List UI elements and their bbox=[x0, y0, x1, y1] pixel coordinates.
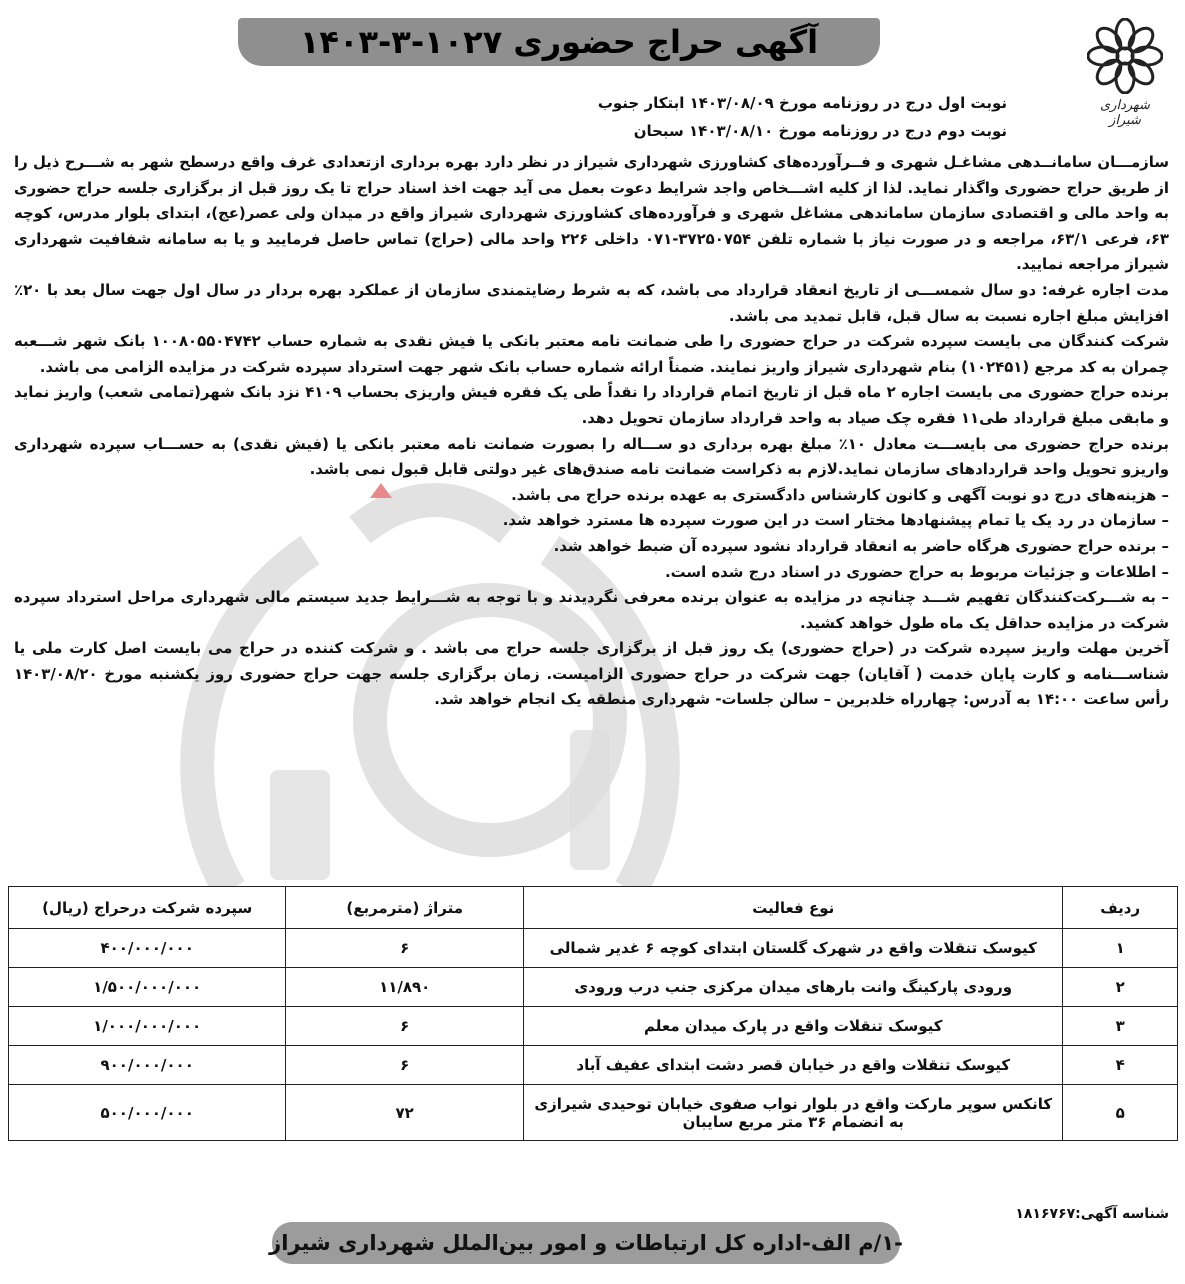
condition-rejection: – سازمان در رد یک یا تمام پیشنهادها مختار است در این صورت سپرده ها مسترد خواهد شد. bbox=[502, 511, 1169, 530]
condition-costs: – هزینه‌های درج دو نوبت آگهی و کانون کارشناس دادگستری به عهده برنده حراج می باشد. bbox=[511, 485, 1169, 504]
cell-activity: ورودی پارکینگ وانت بارهای میدان مرکزی جنب درب ورودی bbox=[524, 968, 1063, 1007]
ad-identifier: شناسه آگهی:۱۸۱۶۷۶۷ bbox=[1015, 1206, 1169, 1222]
cell-area: ۶ bbox=[286, 1007, 524, 1046]
paragraph-intro: سازمـــان سامانــدهی مشاغـل شهری و فــرآورده‌های کشاورزی شهرداری شیراز در نظر دارد بهره برداری ازتعدادی غرف واقع درسطح شهر به شـــرح ذیل را از طریق حراج حضوری واگذار نماید. لذا از کلیه اشـــخاص واجد شرایط دعوت بعمل می آید جهت اخذ اسناد حراج تا یک روز قبل از برگزاری جلسه حراج حضوری به واحد مالی و اقتصادی سازمان ساماندهی مشاغل شهری و فرآورده‌های کشاورزی شهرداری شیراز واقع در میدان ولی عصر(عج)، ابتدای بلوار مدرس، کوچه ۶۳، فرعی ۶۳/۱، مراجعه و در صورت نیاز با شماره تلفن ۳۷۲۵۰۷۵۴-۰۷۱ داخلی ۲۲۶ واحد مالی (حراج) تماس حاصل فرمایید و یا به سامانه شفافیت شهرداری شیراز مراجعه نمایید. bbox=[14, 153, 1170, 274]
header-activity: نوع فعالیت bbox=[524, 887, 1063, 929]
paragraph-deposit: شرکت کنندگان می بایست سپرده شرکت در حراج حضوری را طی ضمانت نامه معتبر بانکی یا فیش نقدی به شماره حساب ۱۰۰۸۰۵۵۰۴۷۴۲ بانک شهر شـــعبه چمران به کد مرجع (۱۰۲۴۵۱) بنام شهرداری شیراز واریز نمایند. ضمناً ارائه شماره حساب بانک شهر جهت استرداد سپرده شرکت در مزایده الزامی می باشد. bbox=[14, 332, 1169, 376]
cell-row-number: ۵ bbox=[1063, 1085, 1178, 1141]
table-row bbox=[9, 1046, 1178, 1085]
cell-row-number: ۱ bbox=[1063, 929, 1178, 968]
logo-caption: شهرداری شیراز bbox=[1100, 98, 1150, 128]
header-area: متراژ (مترمربع) bbox=[286, 887, 524, 929]
cell-deposit: ۵۰۰/۰۰۰/۰۰۰ bbox=[9, 1085, 286, 1141]
paragraph-lease-term: مدت اجاره غرفه: دو سال شمســـی از تاریخ انعقاد قرارداد می باشد، که به شرط رضایتمندی سازمان از عملکرد بهره بردار در سال اول جهت سال بعد با ۲۰٪ افزایش مبلغ اجاره نسبت به سال قبل، قابل تمدید می باشد. bbox=[14, 280, 1169, 325]
cell-activity: کانکس سوپر مارکت واقع در بلوار نواب صفوی خیابان توحیدی شیرازی به انضمام ۳۶ متر مربع سایبان bbox=[524, 1085, 1063, 1141]
publication-first: نوبت اول درج در روزنامه مورخ ۱۴۰۳/۰۸/۰۹ ابتکار جنوب bbox=[597, 94, 1007, 112]
cell-area: ۶ bbox=[286, 929, 524, 968]
ad-title: آگهی حراج حضوری ۱۰۲۷-۳-۱۴۰۳ bbox=[238, 18, 880, 66]
table-header-row bbox=[9, 887, 1178, 929]
paragraph-deadline: آخرین مهلت واریز سپرده شرکت در (حراج حضوری) یک روز قبل از برگزاری جلسه حراج می باشد . و شرکت کننده در حراج می بایست اصل کارت ملی یا شناســـنامه و کارت پایان خدمت ( آقایان) جهت شرکت در حراج حضوری الزامیست. زمان برگزاری جلسه جهت حراج حضوری روز یکشنبه مورخ ۱۴۰۳/۰۸/۲۰ رأس ساعت ۱۴:۰۰ به آدرس: چهارراه خلدبرین – سالن جلسات- شهرداری منطقه یک انجام خواهد شد. bbox=[14, 639, 1169, 709]
cell-activity: کیوسک تنقلات واقع در شهرک گلستان ابتدای کوچه ۶ غدیر شمالی bbox=[524, 929, 1063, 968]
cell-deposit: ۱/۵۰۰/۰۰۰/۰۰۰ bbox=[9, 968, 286, 1007]
flower-logo-icon bbox=[1087, 18, 1163, 94]
table-row bbox=[9, 1007, 1178, 1046]
cell-activity: کیوسک تنقلات واقع در خیابان قصر دشت ابتدای عفیف آباد bbox=[524, 1046, 1063, 1085]
condition-forfeit: – برنده حراج حضوری هرگاه حاضر به انعقاد قرارداد نشود سپرده آن ضبط خواهد شد. bbox=[553, 536, 1169, 555]
condition-details: – اطلاعات و جزئیات مربوط به حراج حضوری در اسناد درج شده است. bbox=[665, 562, 1169, 581]
marker-triangle-icon bbox=[370, 483, 392, 498]
ad-body bbox=[14, 150, 1169, 713]
cell-row-number: ۲ bbox=[1063, 968, 1178, 1007]
cell-area: ۱۱/۸۹۰ bbox=[286, 968, 524, 1007]
paragraph-guarantee: برنده حراج حضوری می بایســـت معادل ۱۰٪ مبلغ بهره برداری دو ســـاله را بصورت ضمانت نامه معتبر بانکی یا (فیش نقدی) به حســـاب سپرده شهرداری واریزو تحویل واحد قراردادهای سازمان نماید.لازم به ذکراست ضمانت نامه صندق‌های غیر دولتی قابل قبول نمی باشد. bbox=[14, 434, 1169, 479]
header-row-number: ردیف bbox=[1063, 887, 1178, 929]
issuing-office: -۱/م الف-اداره کل ارتباطات و امور بین‌الملل شهرداری شیراز bbox=[272, 1222, 900, 1264]
cell-area: ۶ bbox=[286, 1046, 524, 1085]
table-row bbox=[9, 968, 1178, 1007]
condition-refund: – به شـــرکت‌کنندگان تفهیم شـــد چنانچه در مزایده به عنوان برنده معرفی نگردیدند و با توجه به شـــرایط جدید سیستم مالی شهرداری مراحل استرداد سپرده شرکت در مزایده حداقل یک ماه طول خواهد کشید. bbox=[14, 588, 1169, 632]
cell-deposit: ۹۰۰/۰۰۰/۰۰۰ bbox=[9, 1046, 286, 1085]
cell-deposit: ۱/۰۰۰/۰۰۰/۰۰۰ bbox=[9, 1007, 286, 1046]
table-row bbox=[9, 1085, 1178, 1141]
shiraz-municipality-logo bbox=[1087, 18, 1163, 128]
paragraph-payment: برنده حراج حضوری می بایست اجاره ۲ ماه قبل از تاریخ اتمام قرارداد را نقداً طی یک فقره فیش واریزی بحساب ۴۱۰۹ نزد بانک شهر(تمامی شعب) واریز نماید و مابقی مبلغ قرارداد طی۱۱ فقره چک صیاد به واحد قرارداد سازمان تحویل دهد. bbox=[14, 383, 1170, 427]
cell-area: ۷۲ bbox=[286, 1085, 524, 1141]
cell-row-number: ۳ bbox=[1063, 1007, 1178, 1046]
publication-second: نوبت دوم درج در روزنامه مورخ ۱۴۰۳/۰۸/۱۰ سبحان bbox=[633, 122, 1007, 140]
header-deposit: سپرده شرکت درحراج (ریال) bbox=[9, 887, 286, 929]
auction-table bbox=[8, 886, 1178, 1141]
cell-activity: کیوسک تنقلات واقع در پارک میدان معلم bbox=[524, 1007, 1063, 1046]
table-row bbox=[9, 929, 1178, 968]
cell-deposit: ۴۰۰/۰۰۰/۰۰۰ bbox=[9, 929, 286, 968]
cell-row-number: ۴ bbox=[1063, 1046, 1178, 1085]
